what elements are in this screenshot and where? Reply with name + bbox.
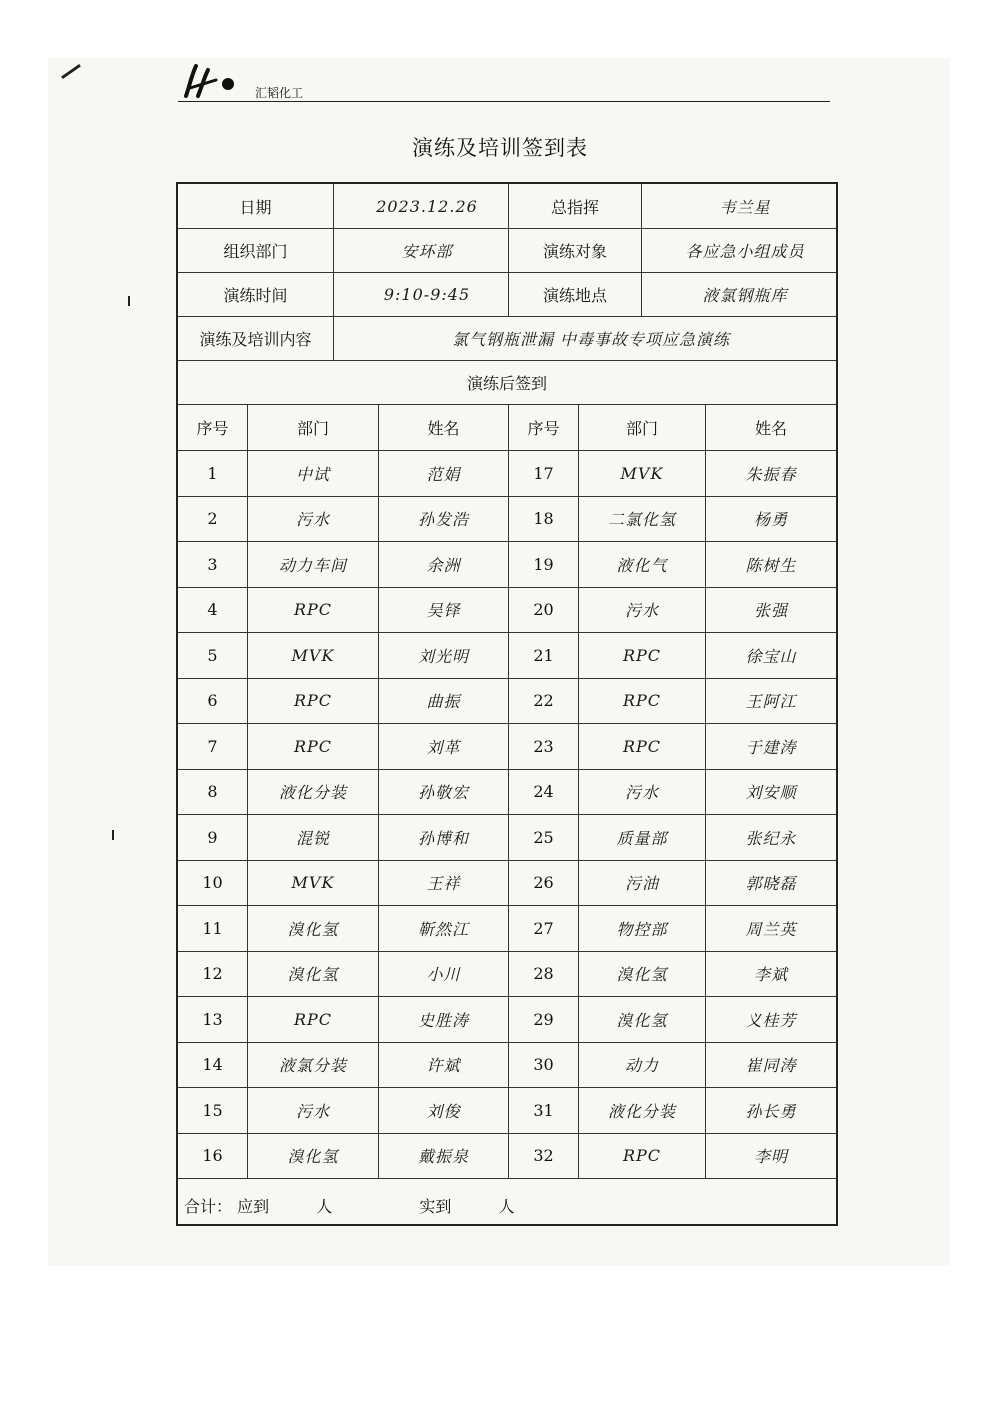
row-signature: 孙敬宏 [379,770,509,816]
row-department: 溴化氢 [248,952,379,998]
footer-totals [184,1194,514,1217]
row-signature: 于建涛 [706,724,836,770]
row-department: 污水 [248,1088,379,1134]
row-department: RPC [248,679,379,725]
row-department: 液化分装 [248,770,379,816]
row-number: 16 [178,1134,248,1180]
target-value: 各应急小组成员 [642,229,836,273]
content-value: 氯气钢瓶泄漏 中毒事故专项应急演练 [334,317,836,361]
row-signature: 义桂芳 [706,997,836,1043]
row-signature: 吴铎 [379,588,509,634]
row-signature: 杨勇 [706,497,836,543]
row-signature: 余洲 [379,542,509,588]
row-signature: 陈树生 [706,542,836,588]
row-signature: 周兰英 [706,906,836,952]
actual-unit: 人 [498,1197,515,1216]
row-signature: 孙长勇 [706,1088,836,1134]
row-department: 溴化氢 [248,906,379,952]
row-signature: 范娟 [379,451,509,497]
column-header: 部门 [248,405,379,451]
row-number: 15 [178,1088,248,1134]
time-label: 演练时间 [178,273,334,317]
row-department: MVK [248,633,379,679]
row-department: 液化气 [579,542,706,588]
row-number: 31 [509,1088,579,1134]
row-number: 18 [509,497,579,543]
row-department: 动力 [579,1043,706,1089]
company-logo [180,62,240,102]
row-signature: 刘安顺 [706,770,836,816]
row-department: 中试 [248,451,379,497]
company-name: 汇韬化工 [255,86,304,100]
row-signature: 李斌 [706,952,836,998]
header-rule [178,101,830,102]
column-header: 姓名 [379,405,509,451]
row-number: 29 [509,997,579,1043]
row-signature: 史胜涛 [379,997,509,1043]
row-department: 动力车间 [248,542,379,588]
total-label: 合计： [184,1197,233,1216]
actual-label: 实到 [419,1197,452,1216]
row-department: 溴化氢 [248,1134,379,1180]
row-number: 1 [178,451,248,497]
row-department: 混锐 [248,815,379,861]
row-signature: 孙发浩 [379,497,509,543]
row-number: 19 [509,542,579,588]
time-value: 9:10-9:45 [334,273,509,317]
row-department: 污油 [579,861,706,907]
row-department: 液化分装 [579,1088,706,1134]
row-number: 6 [178,679,248,725]
row-number: 3 [178,542,248,588]
row-department: 污水 [248,497,379,543]
row-number: 11 [178,906,248,952]
row-signature: 郭晓磊 [706,861,836,907]
row-number: 5 [178,633,248,679]
row-department: 污水 [579,770,706,816]
row-number: 12 [178,952,248,998]
dept-value: 安环部 [334,229,509,273]
target-label: 演练对象 [509,229,642,273]
place-value: 液氯钢瓶库 [642,273,836,317]
row-department: 物控部 [579,906,706,952]
row-number: 30 [509,1043,579,1089]
row-department: RPC [579,1134,706,1180]
row-number: 7 [178,724,248,770]
row-signature: 靳然江 [379,906,509,952]
row-number: 14 [178,1043,248,1089]
row-number: 17 [509,451,579,497]
row-signature: 孙博和 [379,815,509,861]
row-number: 22 [509,679,579,725]
row-department: 质量部 [579,815,706,861]
row-signature: 徐宝山 [706,633,836,679]
commander-value: 韦兰星 [642,184,836,229]
row-number: 27 [509,906,579,952]
column-header: 部门 [579,405,706,451]
row-number: 23 [509,724,579,770]
row-number: 32 [509,1134,579,1180]
signin-form [176,182,838,1226]
row-department: RPC [579,724,706,770]
row-signature: 许斌 [379,1043,509,1089]
row-number: 26 [509,861,579,907]
row-number: 9 [178,815,248,861]
margin-mark [128,296,130,306]
row-department: MVK [579,451,706,497]
row-department: 二氯化氢 [579,497,706,543]
commander-label: 总指挥 [509,184,642,229]
row-department: 溴化氢 [579,997,706,1043]
row-number: 10 [178,861,248,907]
section-title: 演练后签到 [178,361,836,405]
row-number: 25 [509,815,579,861]
row-signature: 李明 [706,1134,836,1180]
expected-unit: 人 [316,1197,333,1216]
row-signature: 张纪永 [706,815,836,861]
date-label: 日期 [178,184,334,229]
margin-mark [112,830,114,840]
row-signature: 崔同涛 [706,1043,836,1089]
row-department: 污水 [579,588,706,634]
row-department: RPC [579,679,706,725]
row-number: 2 [178,497,248,543]
row-signature: 刘光明 [379,633,509,679]
row-signature: 王祥 [379,861,509,907]
expected-label: 应到 [237,1197,270,1216]
date-value: 2023.12.26 [334,184,509,229]
row-department: RPC [579,633,706,679]
row-department: RPC [248,997,379,1043]
column-header: 序号 [509,405,579,451]
row-department: MVK [248,861,379,907]
row-number: 24 [509,770,579,816]
row-number: 4 [178,588,248,634]
row-number: 13 [178,997,248,1043]
row-number: 8 [178,770,248,816]
row-number: 21 [509,633,579,679]
dept-label: 组织部门 [178,229,334,273]
row-signature: 曲振 [379,679,509,725]
row-signature: 刘革 [379,724,509,770]
row-department: RPC [248,724,379,770]
row-signature: 刘俊 [379,1088,509,1134]
row-signature: 戴振泉 [379,1134,509,1180]
row-department: 溴化氢 [579,952,706,998]
row-signature: 朱振春 [706,451,836,497]
row-department: RPC [248,588,379,634]
document-title: 演练及培训签到表 [412,136,588,160]
row-number: 20 [509,588,579,634]
row-signature: 王阿江 [706,679,836,725]
content-label: 演练及培训内容 [178,317,334,361]
row-number: 28 [509,952,579,998]
place-label: 演练地点 [509,273,642,317]
row-signature: 小川 [379,952,509,998]
column-header: 序号 [178,405,248,451]
row-signature: 张强 [706,588,836,634]
column-header: 姓名 [706,405,836,451]
row-department: 液氯分装 [248,1043,379,1089]
